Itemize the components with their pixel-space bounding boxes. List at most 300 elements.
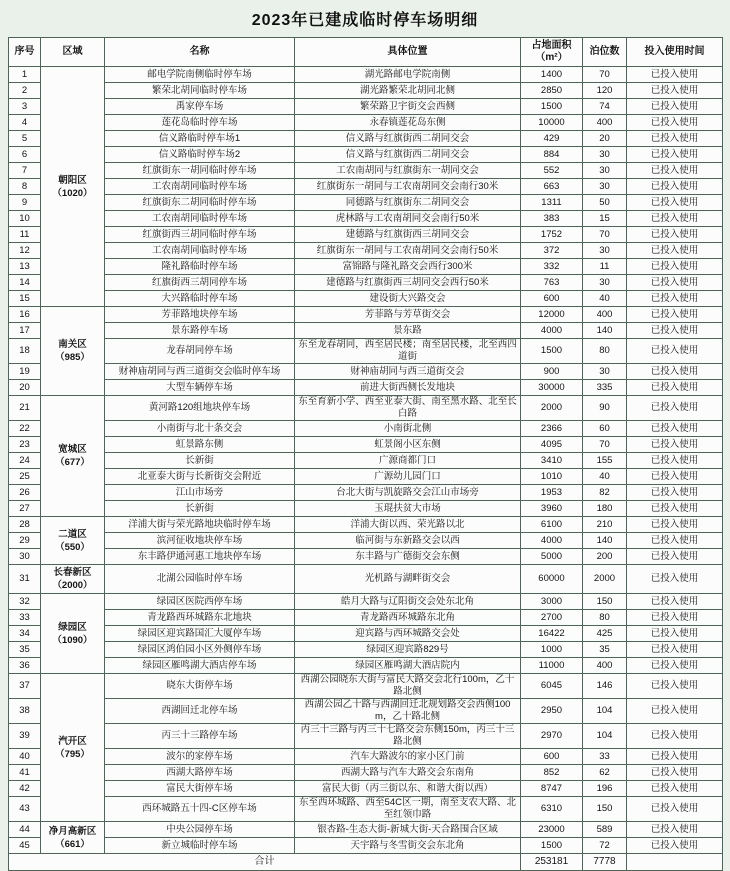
table-row	[9, 838, 723, 854]
berths-cell: 120	[583, 83, 627, 99]
status-cell: 已投入使用	[627, 243, 723, 259]
location-cell: 工农南胡同与红旗街东一胡同交会	[295, 163, 521, 179]
location-cell: 天宇路与冬雪街交会东北角	[295, 838, 521, 854]
total-berths-cell: 7778	[583, 854, 627, 871]
row-no-cell: 12	[9, 243, 41, 259]
status-cell: 已投入使用	[627, 380, 723, 396]
area-cell: 1953	[521, 485, 583, 501]
name-cell: 洋浦大街与荣光路地块临时停车场	[105, 517, 295, 533]
location-cell: 汽车大路波尔的家小区门前	[295, 749, 521, 765]
name-cell: 工农南胡同临时停车场	[105, 211, 295, 227]
name-cell: 波尔的家停车场	[105, 749, 295, 765]
name-cell: 江山市场旁	[105, 485, 295, 501]
berths-cell: 400	[583, 658, 627, 674]
name-cell: 晓东大街停车场	[105, 674, 295, 699]
name-cell: 财神庙胡同与西三道街交会临时停车场	[105, 364, 295, 380]
table-row	[9, 699, 723, 724]
berths-cell: 210	[583, 517, 627, 533]
location-cell: 东至龙春胡同，西至居民楼；南至居民楼，北至西四道街	[295, 339, 521, 364]
location-cell: 丙三十三路与丙三十七路交会东侧150m，丙三十三路北侧	[295, 724, 521, 749]
berths-cell: 2000	[583, 565, 627, 594]
area-cell: 60000	[521, 565, 583, 594]
name-cell: 景东路停车场	[105, 323, 295, 339]
berths-cell: 40	[583, 469, 627, 485]
table-row	[9, 485, 723, 501]
status-cell: 已投入使用	[627, 838, 723, 854]
area-cell: 2970	[521, 724, 583, 749]
location-cell: 光机路与湖畔街交会	[295, 565, 521, 594]
table-body	[9, 67, 723, 871]
region-cell: 宽城区 （677）	[41, 396, 105, 517]
table-row	[9, 437, 723, 453]
status-cell: 已投入使用	[627, 517, 723, 533]
area-cell: 332	[521, 259, 583, 275]
status-cell: 已投入使用	[627, 549, 723, 565]
total-area-cell: 253181	[521, 854, 583, 871]
row-no-cell: 25	[9, 469, 41, 485]
location-cell: 湖光路邮电学院南侧	[295, 67, 521, 83]
table-row	[9, 501, 723, 517]
region-cell: 二道区 （550）	[41, 517, 105, 565]
location-cell: 皓月大路与辽阳街交会处东北角	[295, 594, 521, 610]
area-cell: 1500	[521, 339, 583, 364]
total-label-cell: 合计	[9, 854, 521, 871]
total-row	[9, 854, 723, 871]
page-title: 2023年已建成临时停车场明细	[251, 12, 479, 29]
name-cell: 西湖大路停车场	[105, 765, 295, 781]
area-cell: 1400	[521, 67, 583, 83]
area-cell: 10000	[521, 115, 583, 131]
area-cell: 1311	[521, 195, 583, 211]
area-cell: 884	[521, 147, 583, 163]
status-cell: 已投入使用	[627, 485, 723, 501]
region-cell: 长春新区 （2000）	[41, 565, 105, 594]
area-cell: 1752	[521, 227, 583, 243]
row-no-cell: 23	[9, 437, 41, 453]
berths-cell: 70	[583, 437, 627, 453]
row-no-cell: 41	[9, 765, 41, 781]
row-no-cell: 6	[9, 147, 41, 163]
status-cell: 已投入使用	[627, 749, 723, 765]
table-row	[9, 797, 723, 822]
table-row	[9, 565, 723, 594]
area-cell: 30000	[521, 380, 583, 396]
berths-cell: 335	[583, 380, 627, 396]
row-no-cell: 28	[9, 517, 41, 533]
berths-cell: 400	[583, 115, 627, 131]
table-row	[9, 259, 723, 275]
status-cell: 已投入使用	[627, 797, 723, 822]
row-no-cell: 18	[9, 339, 41, 364]
name-cell: 工农南胡同临时停车场	[105, 179, 295, 195]
row-no-cell: 21	[9, 396, 41, 421]
status-cell: 已投入使用	[627, 339, 723, 364]
row-no-cell: 17	[9, 323, 41, 339]
name-cell: 虹景路东侧	[105, 437, 295, 453]
area-cell: 663	[521, 179, 583, 195]
berths-cell: 140	[583, 533, 627, 549]
row-no-cell: 34	[9, 626, 41, 642]
area-cell: 383	[521, 211, 583, 227]
table-row	[9, 275, 723, 291]
status-cell: 已投入使用	[627, 115, 723, 131]
name-cell: 红旗街东一胡同临时停车场	[105, 163, 295, 179]
row-no-cell: 37	[9, 674, 41, 699]
status-cell: 已投入使用	[627, 131, 723, 147]
table-row	[9, 396, 723, 421]
row-no-cell: 42	[9, 781, 41, 797]
berths-cell: 30	[583, 275, 627, 291]
table-row	[9, 115, 723, 131]
location-cell: 小南街北侧	[295, 421, 521, 437]
row-no-cell: 2	[9, 83, 41, 99]
status-cell: 已投入使用	[627, 163, 723, 179]
table-row	[9, 67, 723, 83]
name-cell: 东丰路伊通河惠工地块停车场	[105, 549, 295, 565]
status-cell: 已投入使用	[627, 99, 723, 115]
row-no-cell: 19	[9, 364, 41, 380]
status-cell: 已投入使用	[627, 275, 723, 291]
berths-cell: 180	[583, 501, 627, 517]
berths-cell: 20	[583, 131, 627, 147]
berths-cell: 146	[583, 674, 627, 699]
table-row	[9, 163, 723, 179]
status-cell: 已投入使用	[627, 565, 723, 594]
area-cell: 23000	[521, 822, 583, 838]
berths-cell: 70	[583, 227, 627, 243]
area-cell: 2000	[521, 396, 583, 421]
location-cell: 建德路与红旗街西三胡同交会西行50米	[295, 275, 521, 291]
row-no-cell: 1	[9, 67, 41, 83]
berths-cell: 70	[583, 67, 627, 83]
location-cell: 东丰路与广德街交会东侧	[295, 549, 521, 565]
parking-table	[8, 37, 723, 871]
location-cell: 青龙路西环城路东北角	[295, 610, 521, 626]
row-no-cell: 27	[9, 501, 41, 517]
location-cell: 绿园区雁鸣湖大酒店院内	[295, 658, 521, 674]
table-row	[9, 533, 723, 549]
row-no-cell: 33	[9, 610, 41, 626]
area-cell: 11000	[521, 658, 583, 674]
status-cell: 已投入使用	[627, 765, 723, 781]
berths-cell: 50	[583, 195, 627, 211]
area-cell: 1500	[521, 838, 583, 854]
status-cell: 已投入使用	[627, 658, 723, 674]
row-no-cell: 35	[9, 642, 41, 658]
status-cell: 已投入使用	[627, 396, 723, 421]
name-cell: 黄河路120组地块停车场	[105, 396, 295, 421]
area-cell: 372	[521, 243, 583, 259]
berths-cell: 72	[583, 838, 627, 854]
region-cell: 南关区 （985）	[41, 307, 105, 396]
table-row	[9, 179, 723, 195]
location-cell: 红旗街东一胡同与工农南胡同交会南行50米	[295, 243, 521, 259]
berths-cell: 155	[583, 453, 627, 469]
row-no-cell: 32	[9, 594, 41, 610]
berths-cell: 104	[583, 724, 627, 749]
status-cell: 已投入使用	[627, 642, 723, 658]
status-cell: 已投入使用	[627, 259, 723, 275]
area-cell: 4000	[521, 323, 583, 339]
column-header: 泊位数	[583, 38, 627, 67]
area-cell: 1500	[521, 99, 583, 115]
status-cell: 已投入使用	[627, 453, 723, 469]
row-no-cell: 24	[9, 453, 41, 469]
area-cell: 600	[521, 749, 583, 765]
name-cell: 大兴路临时停车场	[105, 291, 295, 307]
location-cell: 西湖大路与汽车大路交会东南角	[295, 765, 521, 781]
area-cell: 6100	[521, 517, 583, 533]
name-cell: 西环城路五十四-C区停车场	[105, 797, 295, 822]
area-cell: 4095	[521, 437, 583, 453]
berths-cell: 30	[583, 243, 627, 259]
table-row	[9, 549, 723, 565]
table-row	[9, 724, 723, 749]
row-no-cell: 31	[9, 565, 41, 594]
status-cell: 已投入使用	[627, 307, 723, 323]
location-cell: 广源商都门口	[295, 453, 521, 469]
status-cell: 已投入使用	[627, 195, 723, 211]
berths-cell: 150	[583, 594, 627, 610]
name-cell: 绿园区医院西停车场	[105, 594, 295, 610]
name-cell: 丙三十三路停车场	[105, 724, 295, 749]
table-row	[9, 339, 723, 364]
row-no-cell: 39	[9, 724, 41, 749]
name-cell: 龙春胡同停车场	[105, 339, 295, 364]
location-cell: 西湖公园晓东大街与富民大路交会北行100m，乙十路北侧	[295, 674, 521, 699]
column-header: 投入使用时间	[627, 38, 723, 67]
area-cell: 1010	[521, 469, 583, 485]
berths-cell: 196	[583, 781, 627, 797]
location-cell: 建设街大兴路交会	[295, 291, 521, 307]
location-cell: 玉琨扶贫大市场	[295, 501, 521, 517]
region-cell: 净月高新区 （661）	[41, 822, 105, 854]
name-cell: 北亚泰大街与长新街交会附近	[105, 469, 295, 485]
table-row	[9, 781, 723, 797]
area-cell: 5000	[521, 549, 583, 565]
table-row	[9, 658, 723, 674]
row-no-cell: 10	[9, 211, 41, 227]
area-cell: 8747	[521, 781, 583, 797]
location-cell: 建德路与红旗街西三胡同交会	[295, 227, 521, 243]
berths-cell: 74	[583, 99, 627, 115]
table-row	[9, 421, 723, 437]
column-header: 名称	[105, 38, 295, 67]
name-cell: 绿园区鸿伯园小区外侧停车场	[105, 642, 295, 658]
status-cell: 已投入使用	[627, 626, 723, 642]
berths-cell: 30	[583, 179, 627, 195]
status-cell: 已投入使用	[627, 211, 723, 227]
name-cell: 红旗街东二胡同临时停车场	[105, 195, 295, 211]
table-row	[9, 674, 723, 699]
table-row	[9, 453, 723, 469]
location-cell: 芳菲路与芳草街交会	[295, 307, 521, 323]
name-cell: 繁荣北胡同临时停车场	[105, 83, 295, 99]
location-cell: 景东路	[295, 323, 521, 339]
row-no-cell: 38	[9, 699, 41, 724]
column-header: 占地面积 （m²）	[521, 38, 583, 67]
berths-cell: 589	[583, 822, 627, 838]
berths-cell: 33	[583, 749, 627, 765]
area-cell: 4000	[521, 533, 583, 549]
berths-cell: 425	[583, 626, 627, 642]
area-cell: 852	[521, 765, 583, 781]
table-row	[9, 594, 723, 610]
location-cell: 迎宾路与西环城路交会处	[295, 626, 521, 642]
berths-cell: 104	[583, 699, 627, 724]
name-cell: 西湖回迁北停车场	[105, 699, 295, 724]
area-cell: 552	[521, 163, 583, 179]
name-cell: 北湖公园临时停车场	[105, 565, 295, 594]
location-cell: 信义路与红旗街西二胡同交会	[295, 131, 521, 147]
status-cell: 已投入使用	[627, 610, 723, 626]
name-cell: 莲花岛临时停车场	[105, 115, 295, 131]
table-row	[9, 291, 723, 307]
row-no-cell: 8	[9, 179, 41, 195]
table-row	[9, 380, 723, 396]
table-row	[9, 610, 723, 626]
location-cell: 临河街与东新路交会以西	[295, 533, 521, 549]
row-no-cell: 30	[9, 549, 41, 565]
table-row	[9, 195, 723, 211]
row-no-cell: 14	[9, 275, 41, 291]
location-cell: 财神庙胡同与西三道街交会	[295, 364, 521, 380]
area-cell: 2700	[521, 610, 583, 626]
status-cell: 已投入使用	[627, 227, 723, 243]
status-cell: 已投入使用	[627, 83, 723, 99]
location-cell: 东至育新小学、西至亚泰大街、南至黑水路、北至长白路	[295, 396, 521, 421]
berths-cell: 80	[583, 610, 627, 626]
location-cell: 台北大街与凯旋路交会江山市场旁	[295, 485, 521, 501]
table-row	[9, 243, 723, 259]
name-cell: 中央公园停车场	[105, 822, 295, 838]
name-cell: 隆礼路临时停车场	[105, 259, 295, 275]
location-cell: 富民大街（丙三街以东、和谐大街以西）	[295, 781, 521, 797]
name-cell: 新立城临时停车场	[105, 838, 295, 854]
name-cell: 芳菲路地块停车场	[105, 307, 295, 323]
location-cell: 西湖公园乙十路与西湖回迁北规划路交会西侧100m，乙十路北侧	[295, 699, 521, 724]
status-cell: 已投入使用	[627, 674, 723, 699]
row-no-cell: 45	[9, 838, 41, 854]
name-cell: 富民大街停车场	[105, 781, 295, 797]
berths-cell: 40	[583, 291, 627, 307]
name-cell: 工农南胡同临时停车场	[105, 243, 295, 259]
berths-cell: 400	[583, 307, 627, 323]
status-cell: 已投入使用	[627, 501, 723, 517]
row-no-cell: 11	[9, 227, 41, 243]
location-cell: 富锦路与隆礼路交会西行300米	[295, 259, 521, 275]
status-cell: 已投入使用	[627, 364, 723, 380]
status-cell: 已投入使用	[627, 147, 723, 163]
status-cell: 已投入使用	[627, 291, 723, 307]
name-cell: 绿园区雁鸣湖大酒店停车场	[105, 658, 295, 674]
name-cell: 信义路临时停车场2	[105, 147, 295, 163]
name-cell: 禹家停车场	[105, 99, 295, 115]
area-cell: 600	[521, 291, 583, 307]
area-cell: 3410	[521, 453, 583, 469]
row-no-cell: 15	[9, 291, 41, 307]
area-cell: 16422	[521, 626, 583, 642]
name-cell: 红旗街西三胡同临时停车场	[105, 227, 295, 243]
location-cell: 洋浦大街以西、荣光路以北	[295, 517, 521, 533]
status-cell: 已投入使用	[627, 822, 723, 838]
table-row	[9, 147, 723, 163]
table-row	[9, 765, 723, 781]
total-status-cell	[627, 854, 723, 871]
table-row	[9, 469, 723, 485]
area-cell: 2950	[521, 699, 583, 724]
status-cell: 已投入使用	[627, 67, 723, 83]
status-cell: 已投入使用	[627, 699, 723, 724]
name-cell: 绿园区迎宾路国汇大厦停车场	[105, 626, 295, 642]
location-cell: 信义路与红旗街西二胡同交会	[295, 147, 521, 163]
name-cell: 滨河征收地块停车场	[105, 533, 295, 549]
table-row	[9, 99, 723, 115]
column-header: 具体位置	[295, 38, 521, 67]
name-cell: 小南街与北十条交会	[105, 421, 295, 437]
berths-cell: 35	[583, 642, 627, 658]
table-row	[9, 307, 723, 323]
row-no-cell: 16	[9, 307, 41, 323]
region-cell: 朝阳区 （1020）	[41, 67, 105, 307]
name-cell: 长新街	[105, 453, 295, 469]
status-cell: 已投入使用	[627, 179, 723, 195]
row-no-cell: 20	[9, 380, 41, 396]
location-cell: 虹景阁小区东侧	[295, 437, 521, 453]
location-cell: 湖光路繁荣北胡同北侧	[295, 83, 521, 99]
status-cell: 已投入使用	[627, 781, 723, 797]
berths-cell: 15	[583, 211, 627, 227]
area-cell: 1000	[521, 642, 583, 658]
row-no-cell: 3	[9, 99, 41, 115]
berths-cell: 82	[583, 485, 627, 501]
row-no-cell: 43	[9, 797, 41, 822]
row-no-cell: 40	[9, 749, 41, 765]
berths-cell: 11	[583, 259, 627, 275]
status-cell: 已投入使用	[627, 323, 723, 339]
row-no-cell: 36	[9, 658, 41, 674]
table-row	[9, 227, 723, 243]
row-no-cell: 9	[9, 195, 41, 211]
location-cell: 繁荣路卫宇街交会西侧	[295, 99, 521, 115]
row-no-cell: 26	[9, 485, 41, 501]
area-cell: 900	[521, 364, 583, 380]
location-cell: 东至西环城路、西至54C区一期，南至支农大路、北至红领巾路	[295, 797, 521, 822]
area-cell: 2850	[521, 83, 583, 99]
location-cell: 前进大街西侧长发地块	[295, 380, 521, 396]
location-cell: 银杏路-生态大街-新城大街-天合路围合区域	[295, 822, 521, 838]
column-header: 区域	[41, 38, 105, 67]
table-row	[9, 626, 723, 642]
berths-cell: 140	[583, 323, 627, 339]
area-cell: 6045	[521, 674, 583, 699]
status-cell: 已投入使用	[627, 469, 723, 485]
location-cell: 永春镇莲花岛东侧	[295, 115, 521, 131]
berths-cell: 80	[583, 339, 627, 364]
berths-cell: 150	[583, 797, 627, 822]
table-header-row	[9, 38, 723, 67]
location-cell: 虎林路与工农南胡同交会南行50米	[295, 211, 521, 227]
row-no-cell: 44	[9, 822, 41, 838]
berths-cell: 60	[583, 421, 627, 437]
area-cell: 429	[521, 131, 583, 147]
column-header: 序号	[9, 38, 41, 67]
table-row	[9, 211, 723, 227]
name-cell: 青龙路西环城路东北地块	[105, 610, 295, 626]
status-cell: 已投入使用	[627, 594, 723, 610]
region-cell: 绿园区 （1090）	[41, 594, 105, 674]
location-cell: 红旗街东一胡同与工农南胡同交会南行30米	[295, 179, 521, 195]
